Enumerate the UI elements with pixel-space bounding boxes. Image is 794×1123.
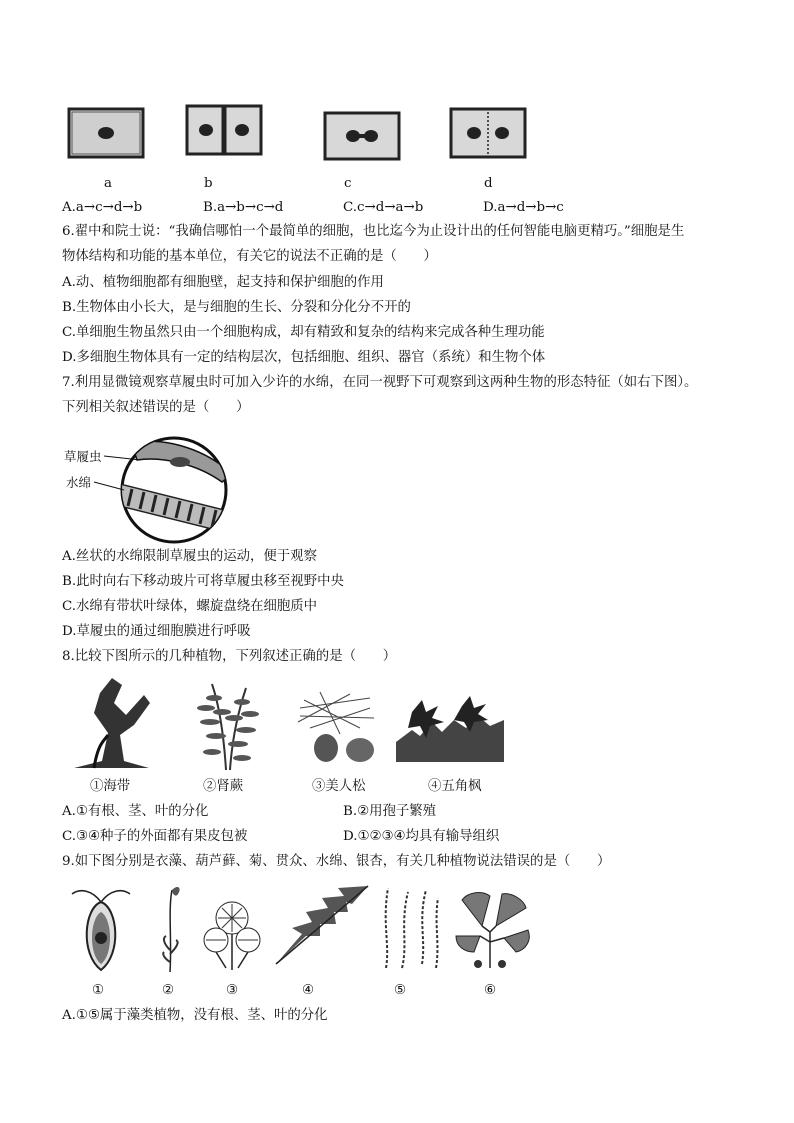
maple-figure	[392, 692, 506, 768]
q8-stem: 8.比较下图所示的几种植物，下列叙述正确的是（ ）	[62, 649, 397, 664]
plant-label-4: ④	[302, 983, 315, 998]
pine-label: ③美人松	[312, 779, 366, 794]
cell-label-b: b	[204, 176, 213, 191]
plant-label-6: ⑥	[484, 983, 497, 998]
cell-c-figure	[322, 110, 402, 162]
moss-figure	[156, 880, 186, 974]
plant-label-2: ②	[162, 983, 175, 998]
spirogyra-figure	[378, 884, 444, 972]
q7-option-d[interactable]: D.草履虫的通过细胞膜进行呼吸	[62, 624, 251, 639]
q5-option-b[interactable]: B.a→b→c→d	[203, 200, 284, 215]
fern-label: ②肾蕨	[203, 779, 244, 794]
paramecium-label: 草履虫	[64, 449, 102, 464]
q8-option-c[interactable]: C.③④种子的外面都有果皮包被	[62, 829, 248, 844]
q6-stem-line1: 6.翟中和院士说：“我确信哪怕一个最简单的细胞，也比迄今为止设计出的任何智能电脑更精巧。”细胞是生	[62, 224, 685, 239]
cell-label-a: a	[104, 176, 112, 191]
kelp-figure	[64, 673, 154, 773]
plant-label-1: ①	[92, 983, 105, 998]
ginkgo-figure	[452, 886, 534, 970]
chrysanthemum-figure	[196, 892, 268, 972]
q5-option-d[interactable]: D.a→d→b→c	[483, 200, 564, 215]
cell-label-d: d	[484, 176, 493, 191]
q7-option-b[interactable]: B.此时向右下移动玻片可将草履虫移至视野中央	[62, 574, 344, 589]
spirogyra-label: 水绵	[66, 475, 92, 490]
cell-d-figure	[448, 106, 528, 160]
kelp-label: ①海带	[90, 779, 131, 794]
q8-option-a[interactable]: A.①有根、茎、叶的分化	[62, 804, 209, 819]
maple-label: ④五角枫	[428, 779, 482, 794]
q7-stem-line1: 7.利用显微镜观察草履虫时可加入少许的水绵，在同一视野下可观察到这两种生物的形态特征（如右下图）。	[62, 375, 698, 390]
q7-option-c[interactable]: C.水绵有带状叶绿体，螺旋盘绕在细胞质中	[62, 599, 318, 614]
q9-option-a[interactable]: A.①⑤属于藻类植物，没有根、茎、叶的分化	[62, 1008, 328, 1023]
plant-label-3: ③	[226, 983, 239, 998]
q7-stem-line2: 下列相关叙述错误的是（ ）	[62, 400, 250, 415]
cell-label-c: c	[344, 176, 352, 191]
cell-b-figure	[184, 101, 264, 159]
q9-stem: 9.如下图分别是衣藻、葫芦藓、菊、贯众、水绵、银杏，有关几种植物说法错误的是（ ）	[62, 854, 611, 869]
q6-option-a[interactable]: A.动、植物细胞都有细胞壁，起支持和保护细胞的作用	[62, 275, 384, 290]
pine-figure	[290, 688, 382, 770]
chlamydomonas-figure	[70, 884, 132, 974]
plant-label-5: ⑤	[394, 983, 407, 998]
q7-option-a[interactable]: A.丝状的水绵限制草履虫的运动，便于观察	[62, 549, 317, 564]
q6-stem-line2: 物体结构和功能的基本单位，有关它的说法不正确的是（ ）	[62, 249, 437, 264]
cell-a-figure	[66, 106, 146, 160]
q5-option-c[interactable]: C.c→d→a→b	[343, 200, 424, 215]
fern-guanzhong-figure	[272, 884, 372, 968]
q5-option-a[interactable]: A.a→c→d→b	[62, 200, 143, 215]
q8-option-d[interactable]: D.①②③④均具有输导组织	[343, 829, 500, 844]
q6-option-c[interactable]: C.单细胞生物虽然只由一个细胞构成，却有精致和复杂的结构来完成各种生理功能	[62, 325, 545, 340]
q6-option-d[interactable]: D.多细胞生物体具有一定的结构层次，包括细胞、组织、器官（系统）和生物个体	[62, 350, 546, 365]
q8-option-b[interactable]: B.②用孢子繁殖	[343, 804, 437, 819]
q6-option-b[interactable]: B.生物体由小长大，是与细胞的生长、分裂和分化分不开的	[62, 300, 411, 315]
fern-figure	[186, 678, 266, 772]
